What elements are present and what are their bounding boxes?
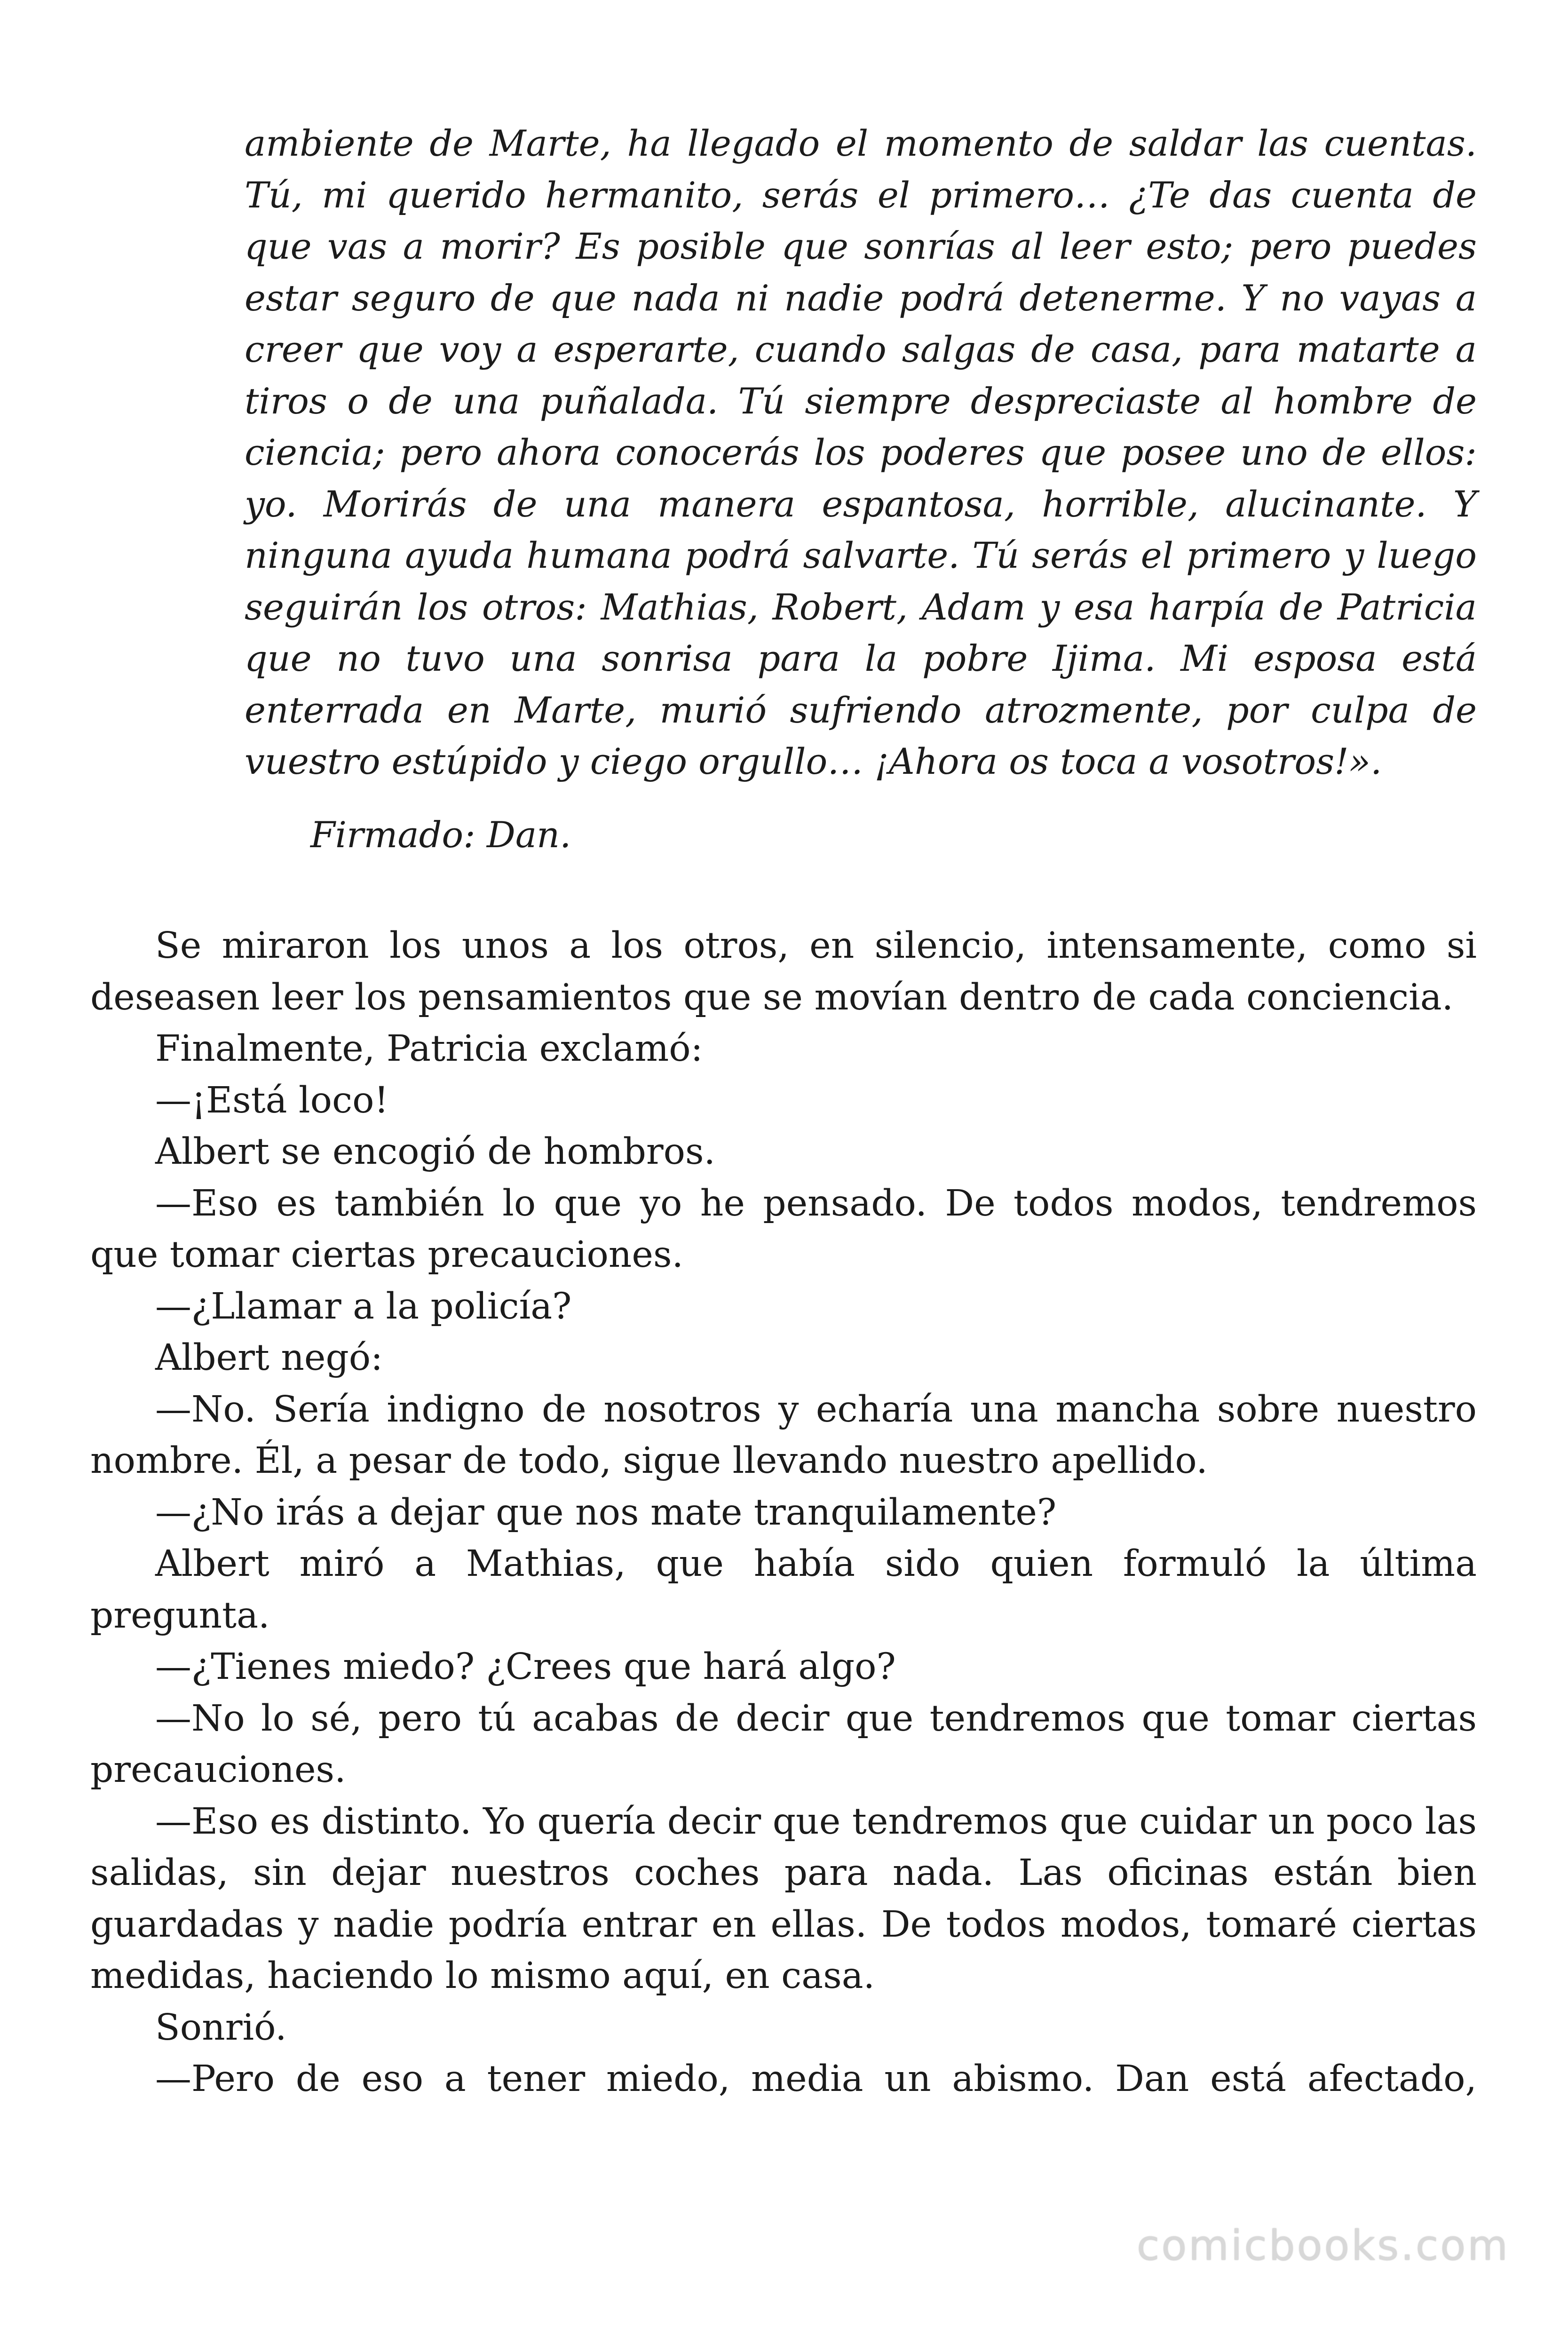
letter-signature: Firmado: Dan. <box>310 814 571 856</box>
watermark-logo: comicbooks.com <box>1136 2221 1510 2270</box>
paragraph: —¿No irás a dejar que nos mate tranquilamente? <box>155 1491 1057 1534</box>
paragraph: —No. Sería indigno de nosotros y echaría una mancha sobre nuestro nombre. Él, a pesar de todo, sigue llevando nuestro apellido. <box>90 1388 1477 1482</box>
paragraph: —¿Llamar a la policía? <box>155 1285 572 1327</box>
paragraph: —No lo sé, pero tú acabas de decir que tendremos que tomar ciertas precauciones. <box>90 1697 1477 1791</box>
paragraph: Finalmente, Patricia exclamó: <box>155 1028 703 1070</box>
paragraph: Albert miró a Mathias, que había sido quien formuló la última pregunta. <box>90 1543 1477 1637</box>
paragraph: —Eso es también lo que yo he pensado. De todos modos, tendremos que tomar ciertas precauciones. <box>90 1182 1477 1276</box>
paragraph: Albert negó: <box>155 1337 383 1379</box>
paragraph: —Pero de eso a tener miedo, media un abismo. Dan está afectado, <box>155 2058 1477 2100</box>
paragraph: Sonrió. <box>155 2006 287 2049</box>
body-text <box>90 920 1477 2105</box>
paragraph: —Eso es distinto. Yo quería decir que tendremos que cuidar un poco las salidas, sin dejar nuestros coches para nada. Las oficinas están bien guardadas y nadie podría entrar en ellas. De todos modos, tomaré ciertas medidas, haciendo lo mismo aquí, en casa. <box>90 1800 1477 1997</box>
paragraph: —¡Está loco! <box>155 1079 389 1121</box>
letter-text: ambiente de Marte, ha llegado el momento de saldar las cuentas. Tú, mi querido hermanito, serás el primero… ¿Te das cuenta de que vas a morir? Es posible que sonrías al leer esto; pero puedes estar seguro de que nada ni nadie podrá detenerme. Y no vayas a creer que voy a esperarte, cuando salgas de casa, para matarte a tiros o de una puñalada. Tú siempre despreciaste al hombre de ciencia; pero ahora conocerás los poderes que posee uno de ellos: yo. Morirás de una manera espantosa, horrible, alucinante. Y ninguna ayuda humana podrá salvarte. Tú serás el primero y luego seguirán los otros: Mathias, Robert, Adam y esa harpía de Patricia que no tuvo una sonrisa para la pobre Ijima. Mi esposa está enterrada en Marte, murió sufriendo atrozmente, por culpa de vuestro estúpido y ciego orgullo… ¡Ahora os toca a vosotros!». <box>245 122 1477 782</box>
paragraph: Se miraron los unos a los otros, en silencio, intensamente, como si deseasen leer los pensamientos que se movían dentro de cada conciencia. <box>90 925 1477 1018</box>
paragraph: Albert se encogió de hombros. <box>155 1131 716 1173</box>
paragraph: —¿Tienes miedo? ¿Crees que hará algo? <box>155 1646 896 1688</box>
